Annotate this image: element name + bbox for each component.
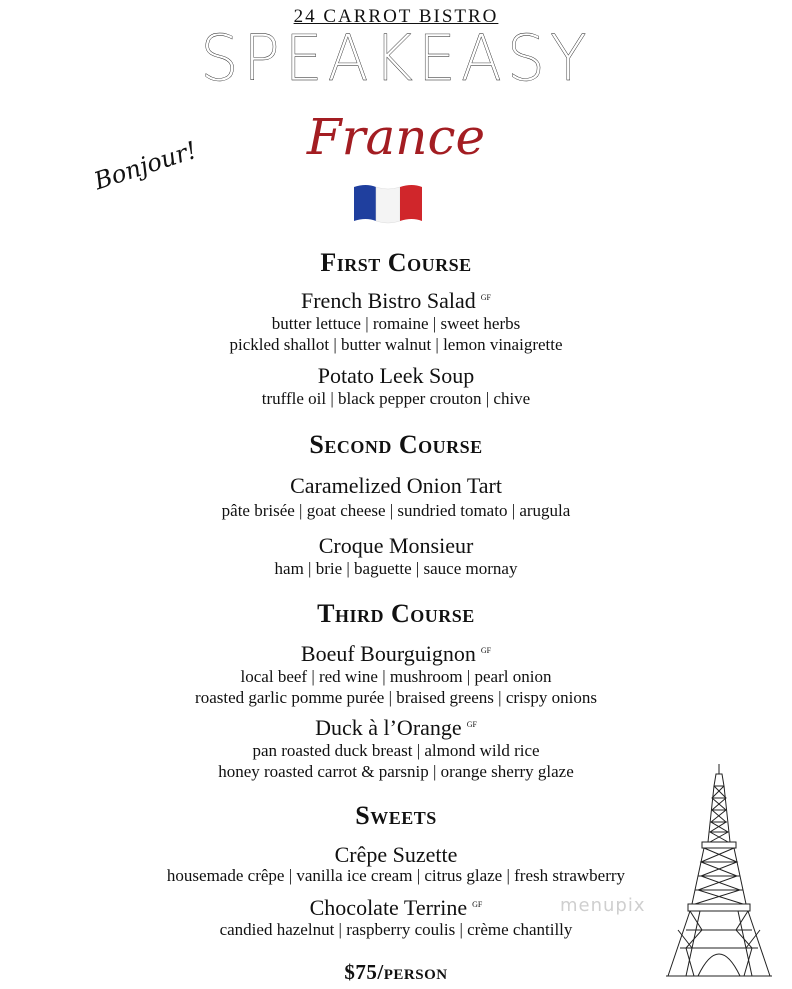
gf-tag: GF [480, 645, 492, 655]
gf-tag: GF [480, 292, 491, 302]
course-title-first: First Course [320, 248, 472, 277]
dish-name: Boeuf Bourguignon $^{GF}$ [300, 641, 492, 666]
dish-description: pan roasted duck breast | almond wild rice [252, 741, 540, 760]
gf-tag: GF [466, 719, 477, 729]
price: $75/person [344, 960, 448, 984]
dish-name: French Bistro Salad $^{GF}$ [301, 288, 491, 313]
event-title: SPEAKEASY [200, 22, 592, 96]
greeting-handwritten: Bonjour! [90, 135, 201, 196]
dish-description: housemade crêpe | vanilla ice cream | citrus glaze | fresh strawberry [166, 866, 626, 885]
dish-description: butter lettuce | romaine | sweet herbs [271, 314, 521, 333]
dish-description: ham | brie | baguette | sauce mornay [274, 559, 518, 578]
dish-name: Potato Leek Soup [317, 363, 475, 388]
dish-description: pâte brisée | goat cheese | sundried tomato | arugula [221, 501, 571, 520]
dish-description: honey roasted carrot & parsnip | orange sherry glaze [218, 762, 574, 781]
french-flag-icon [352, 181, 424, 225]
dish-name: Chocolate Terrine $^{GF}$ [309, 895, 483, 920]
country-title: France [306, 108, 486, 166]
dish-description: roasted garlic pomme purée | braised greens | crispy onions [195, 688, 597, 707]
course-title-second: Second Course [309, 430, 483, 459]
dish-description: candied hazelnut | raspberry coulis | crème chantilly [219, 920, 573, 939]
dish-description: truffle oil | black pepper crouton | chive [261, 389, 531, 408]
course-title-sweets: Sweets [355, 801, 437, 830]
dish-name: Caramelized Onion Tart [290, 473, 502, 498]
gf-tag: GF [472, 899, 483, 909]
dish-description: pickled shallot | butter walnut | lemon vinaigrette [229, 335, 563, 354]
dish-description: local beef | red wine | mushroom | pearl onion [240, 667, 552, 686]
eiffel-tower-icon [664, 764, 774, 979]
watermark: menupix [560, 895, 646, 916]
dish-name: Duck à l’Orange $^{GF}$ [315, 715, 477, 740]
dish-name: Croque Monsieur [318, 533, 474, 558]
dish-name: Crêpe Suzette [334, 842, 458, 867]
course-title-third: Third Course [317, 599, 475, 628]
restaurant-name: 24 CARROT BISTRO [293, 6, 499, 27]
